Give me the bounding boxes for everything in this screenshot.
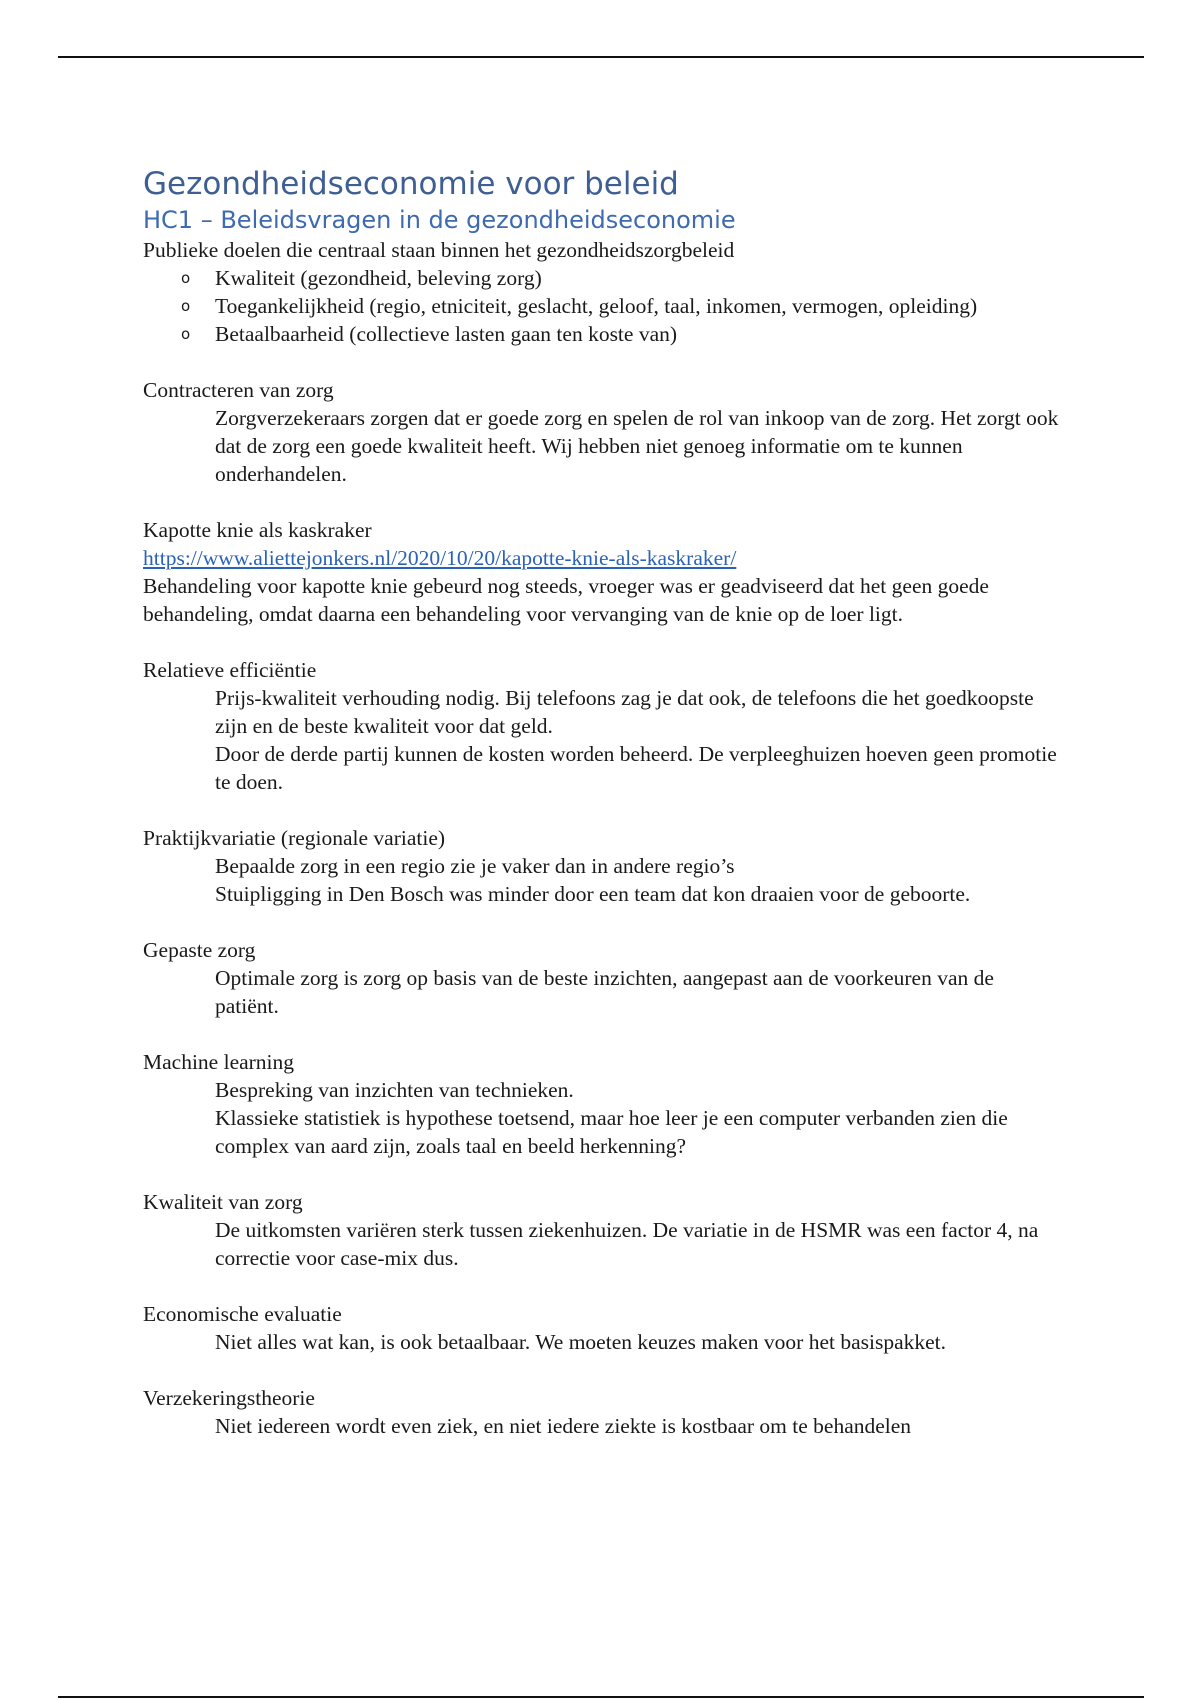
- section-machine-learning: [143, 1048, 1063, 1160]
- section-heading: Praktijkvariatie (regionale variatie): [143, 826, 446, 850]
- bullet-marker: o: [181, 297, 191, 315]
- document-page: [143, 164, 1063, 1440]
- section-text: Niet iedereen wordt even ziek, en niet iedere ziekte is kostbaar om te behandelen: [215, 1414, 912, 1438]
- section-text: Stuipligging in Den Bosch was minder door een team dat kon draaien voor de geboorte.: [215, 882, 971, 906]
- section-heading: Gepaste zorg: [143, 938, 256, 962]
- list-item: o Toegankelijkheid (regio, etniciteit, geslacht, geloof, taal, inkomen, vermogen, opleiding): [181, 294, 978, 318]
- section-heading: Contracteren van zorg: [143, 378, 334, 402]
- section-text: De uitkomsten variëren sterk tussen ziekenhuizen. De variatie in de HSMR was een factor 4, na correctie voor case-mix dus.: [215, 1218, 1039, 1270]
- section-heading: Kwaliteit van zorg: [143, 1190, 303, 1214]
- section-economische-evaluatie: [143, 1300, 1063, 1356]
- section-kapotte-knie: [143, 516, 1063, 628]
- header-rule: [58, 56, 1144, 58]
- intro-text: Publieke doelen die centraal staan binnen het gezondheidszorgbeleid: [143, 238, 735, 262]
- section-kwaliteit: [143, 1188, 1063, 1272]
- section-text: Optimale zorg is zorg op basis van de beste inzichten, aangepast aan de voorkeuren van de patiënt.: [215, 966, 994, 1018]
- section-gepaste-zorg: [143, 936, 1063, 1020]
- list-item: o Betaalbaarheid (collectieve lasten gaan ten koste van): [181, 322, 678, 346]
- section-text: Door de derde partij kunnen de kosten worden beheerd. De verpleeghuizen hoeven geen promotie te doen.: [215, 742, 1057, 794]
- goals-list: [143, 264, 1063, 348]
- bullet-marker: o: [181, 269, 191, 287]
- section-heading: Verzekeringstheorie: [143, 1386, 315, 1410]
- section-heading: Economische evaluatie: [143, 1302, 342, 1326]
- section-text: Niet alles wat kan, is ook betaalbaar. We moeten keuzes maken voor het basispakket.: [215, 1330, 947, 1354]
- section-text: Zorgverzekeraars zorgen dat er goede zorg en spelen de rol van inkoop van de zorg. Het zorgt ook dat de zorg een goede kwaliteit heeft. Wij hebben niet genoeg informatie om te kunnen onderhandelen.: [215, 406, 1059, 486]
- list-item: o Kwaliteit (gezondheid, beleving zorg): [181, 266, 542, 290]
- footer-rule: [58, 1696, 1144, 1698]
- bullet-marker: o: [181, 325, 191, 343]
- section-text: Bepaalde zorg in een regio zie je vaker dan in andere regio’s: [215, 854, 735, 878]
- section-heading: Kapotte knie als kaskraker: [143, 518, 372, 542]
- section-text: Prijs-kwaliteit verhouding nodig. Bij telefoons zag je dat ook, de telefoons die het goedkoopste zijn en de beste kwaliteit voor dat geld.: [215, 686, 1034, 738]
- section-text: Klassieke statistiek is hypothese toetsend, maar hoe leer je een computer verbanden zien die complex van aard zijn, zoals taal en beeld herkenning?: [215, 1106, 1008, 1158]
- section-text: Behandeling voor kapotte knie gebeurd nog steeds, vroeger was er geadviseerd dat het geen goede behandeling, omdat daarna een behandeling voor vervanging van de knie op de loer ligt.: [143, 574, 989, 626]
- section-efficientie: [143, 656, 1063, 796]
- section-heading: Relatieve efficiëntie: [143, 658, 317, 682]
- section-contracteren: [143, 376, 1063, 488]
- section-text: Bespreking van inzichten van technieken.: [215, 1078, 574, 1102]
- document-title: Gezondheidseconomie voor beleid: [143, 166, 679, 202]
- document-subtitle: HC1 – Beleidsvragen in de gezondheidseconomie: [143, 206, 736, 234]
- section-heading: Machine learning: [143, 1050, 295, 1074]
- article-link[interactable]: https://www.aliettejonkers.nl/2020/10/20/kapotte-knie-als-kaskraker/: [143, 546, 737, 570]
- section-praktijkvariatie: [143, 824, 1063, 908]
- section-verzekeringstheorie: [143, 1384, 1063, 1440]
